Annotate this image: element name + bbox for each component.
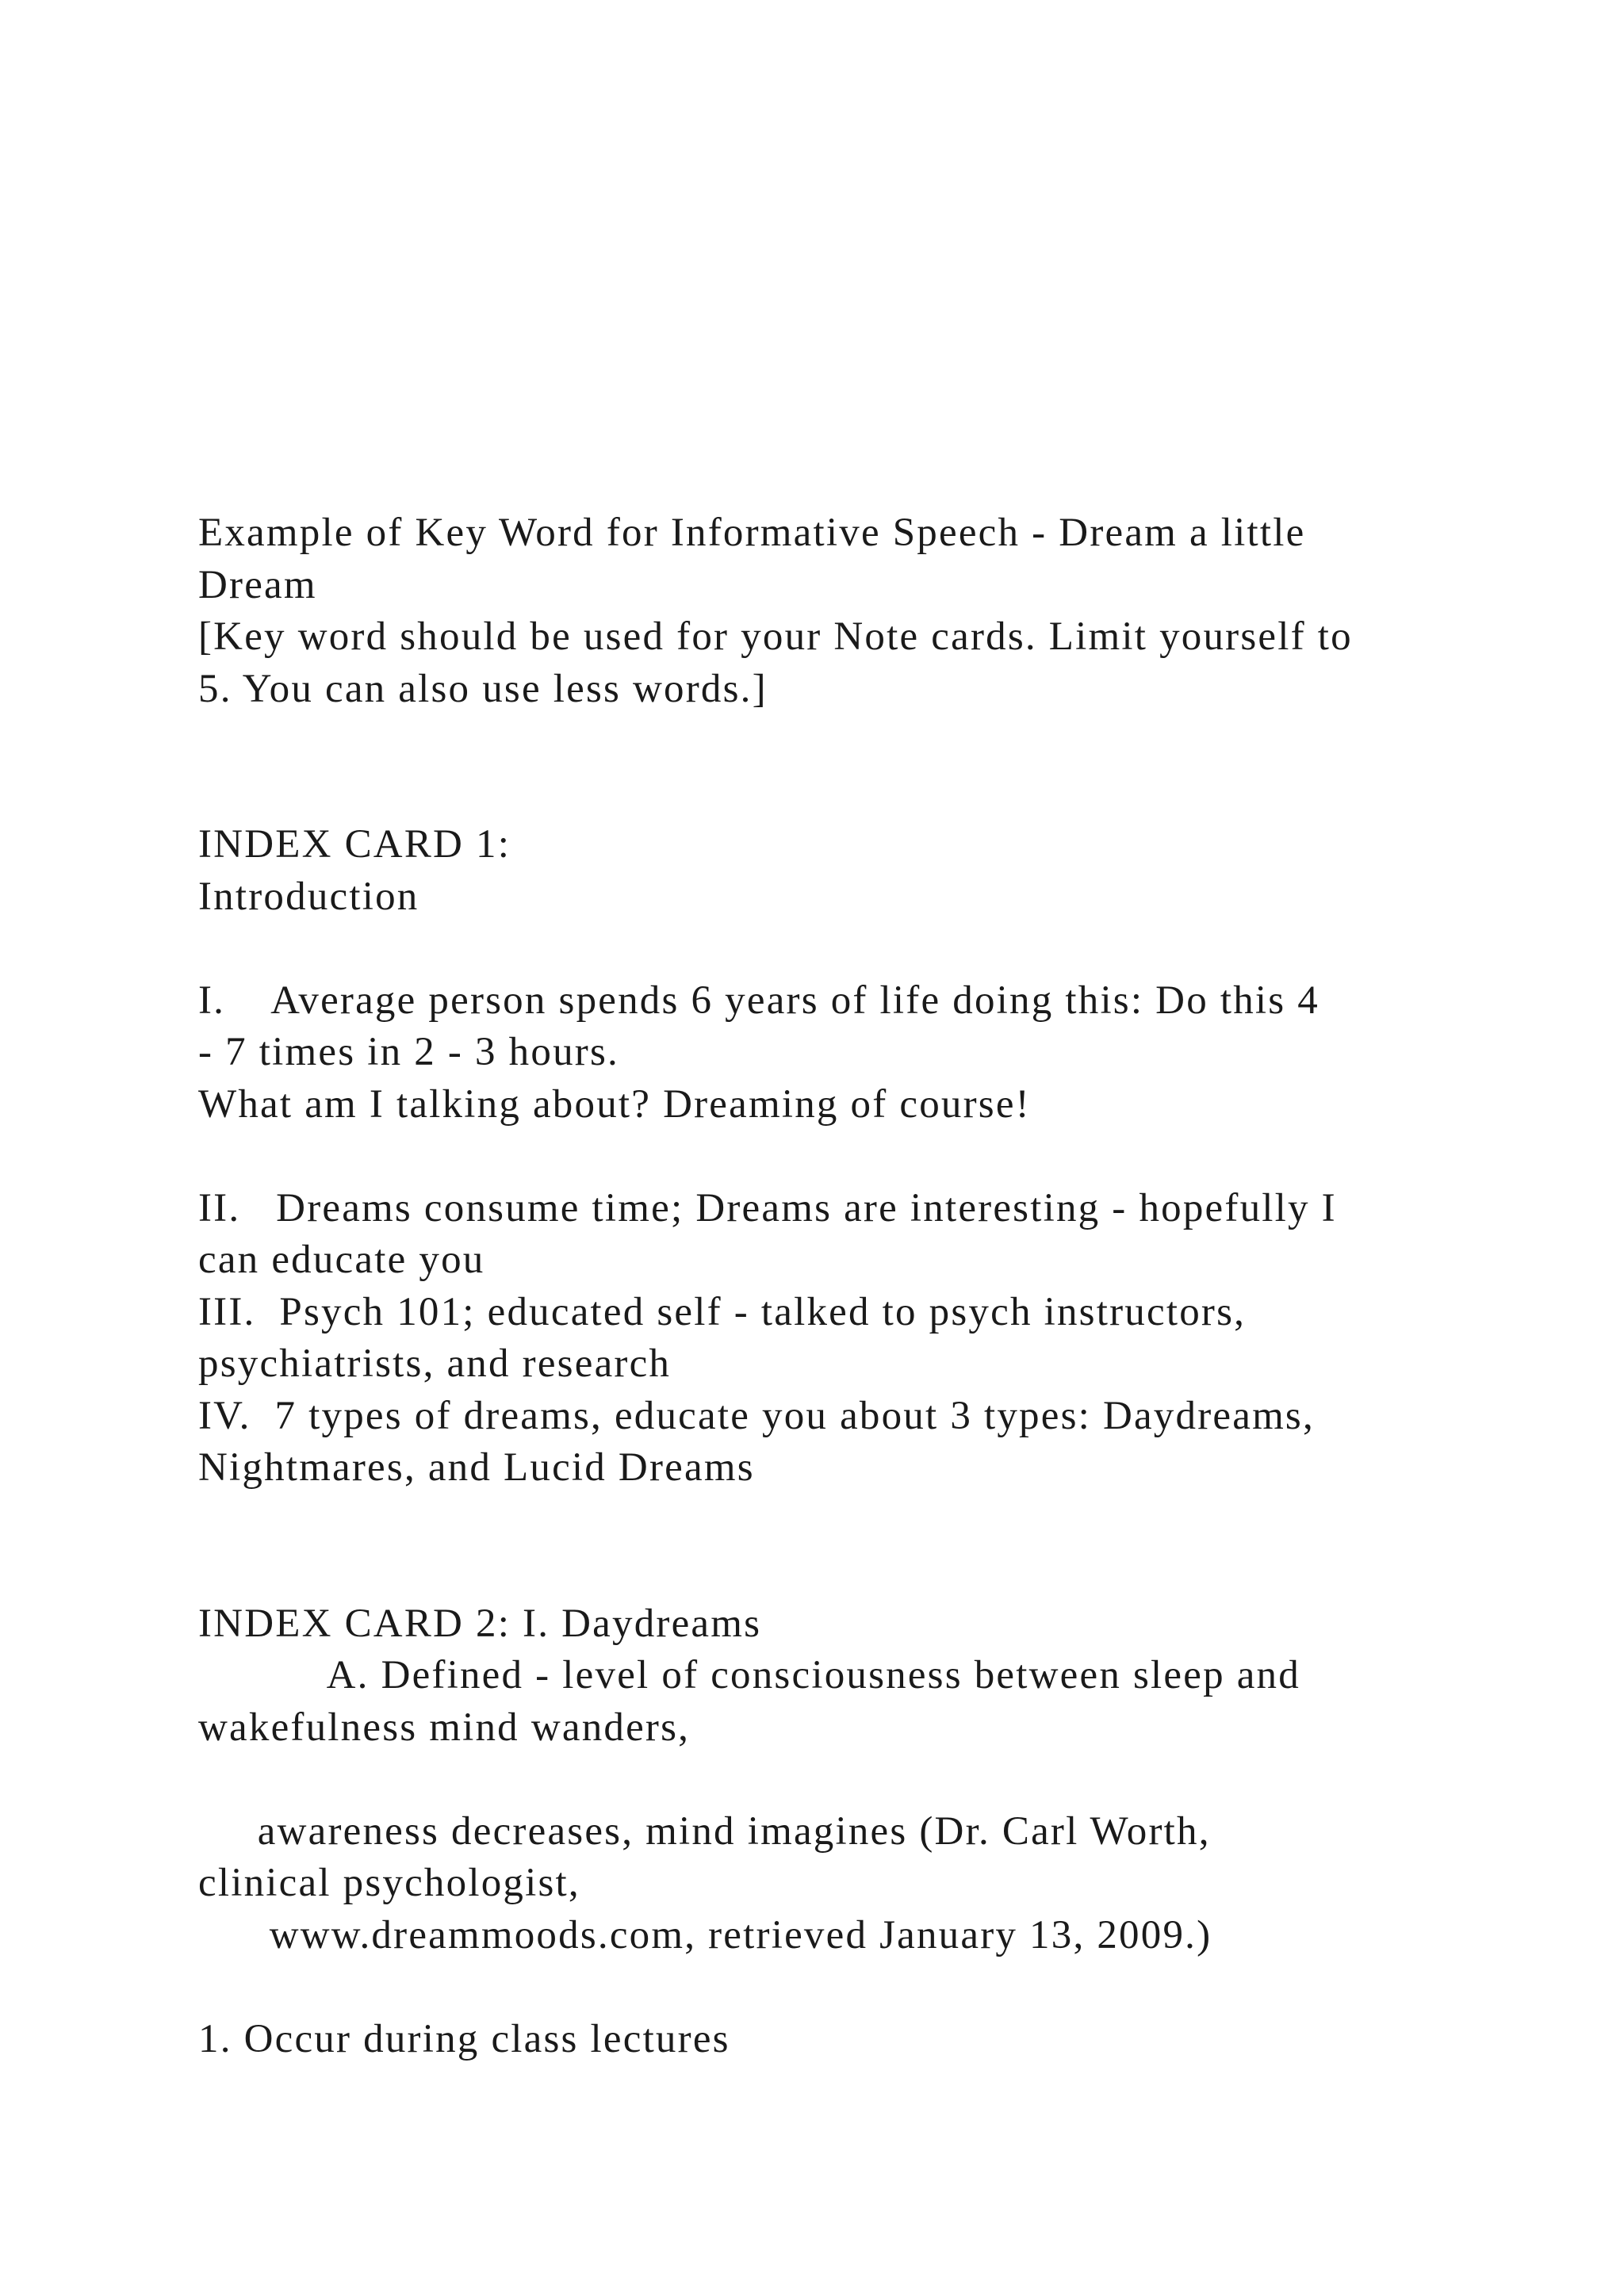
card2-point-a-detail-continued: clinical psychologist, (198, 1861, 580, 1905)
card1-item-3-continued: psychiatrists, and research (198, 1341, 672, 1386)
document-title: Example of Key Word for Informative Speech - Dream a little (198, 511, 1306, 555)
card1-item-2-continued: can educate you (198, 1238, 485, 1282)
document-body (198, 507, 1467, 2065)
card1-item-1: I. Average person spends 6 years of life doing this: Do this 4 (198, 978, 1320, 1023)
instructions-text: [Key word should be used for your Note cards. Limit yourself to (198, 614, 1353, 659)
card1-item-4: IV. 7 types of dreams, educate you about 3 types: Daydreams, (198, 1393, 1315, 1438)
card2-heading: INDEX CARD 2: I. Daydreams (198, 1601, 762, 1646)
card2-point-a-continued: wakefulness mind wanders, (198, 1705, 691, 1750)
instructions-text-continued: 5. You can also use less words.] (198, 666, 768, 711)
card1-item-1-question: What am I talking about? Dreaming of course! (198, 1081, 1031, 1127)
card2-point-a-detail: awareness decreases, mind imagines (Dr. Carl Worth, (198, 1808, 1211, 1854)
card1-item-4-continued: Nightmares, and Lucid Dreams (198, 1445, 755, 1490)
card1-heading: INDEX CARD 1: (198, 822, 511, 867)
card1-item-1-continued: - 7 times in 2 - 3 hours. (198, 1030, 619, 1074)
card1-subheading: Introduction (198, 874, 419, 919)
card2-subpoint-1: 1. Occur during class lectures (198, 2016, 730, 2061)
card1-item-3: III. Psych 101; educated self - talked to psych instructors, (198, 1289, 1247, 1334)
card1-item-2: II. Dreams consume time; Dreams are interesting - hopefully I (198, 1185, 1337, 1230)
card2-point-a: A. Defined - level of consciousness between sleep and (198, 1653, 1300, 1697)
card2-citation: www.dreammoods.com, retrieved January 13, 2009.) (198, 1912, 1212, 1957)
document-title-continued: Dream (198, 562, 317, 607)
